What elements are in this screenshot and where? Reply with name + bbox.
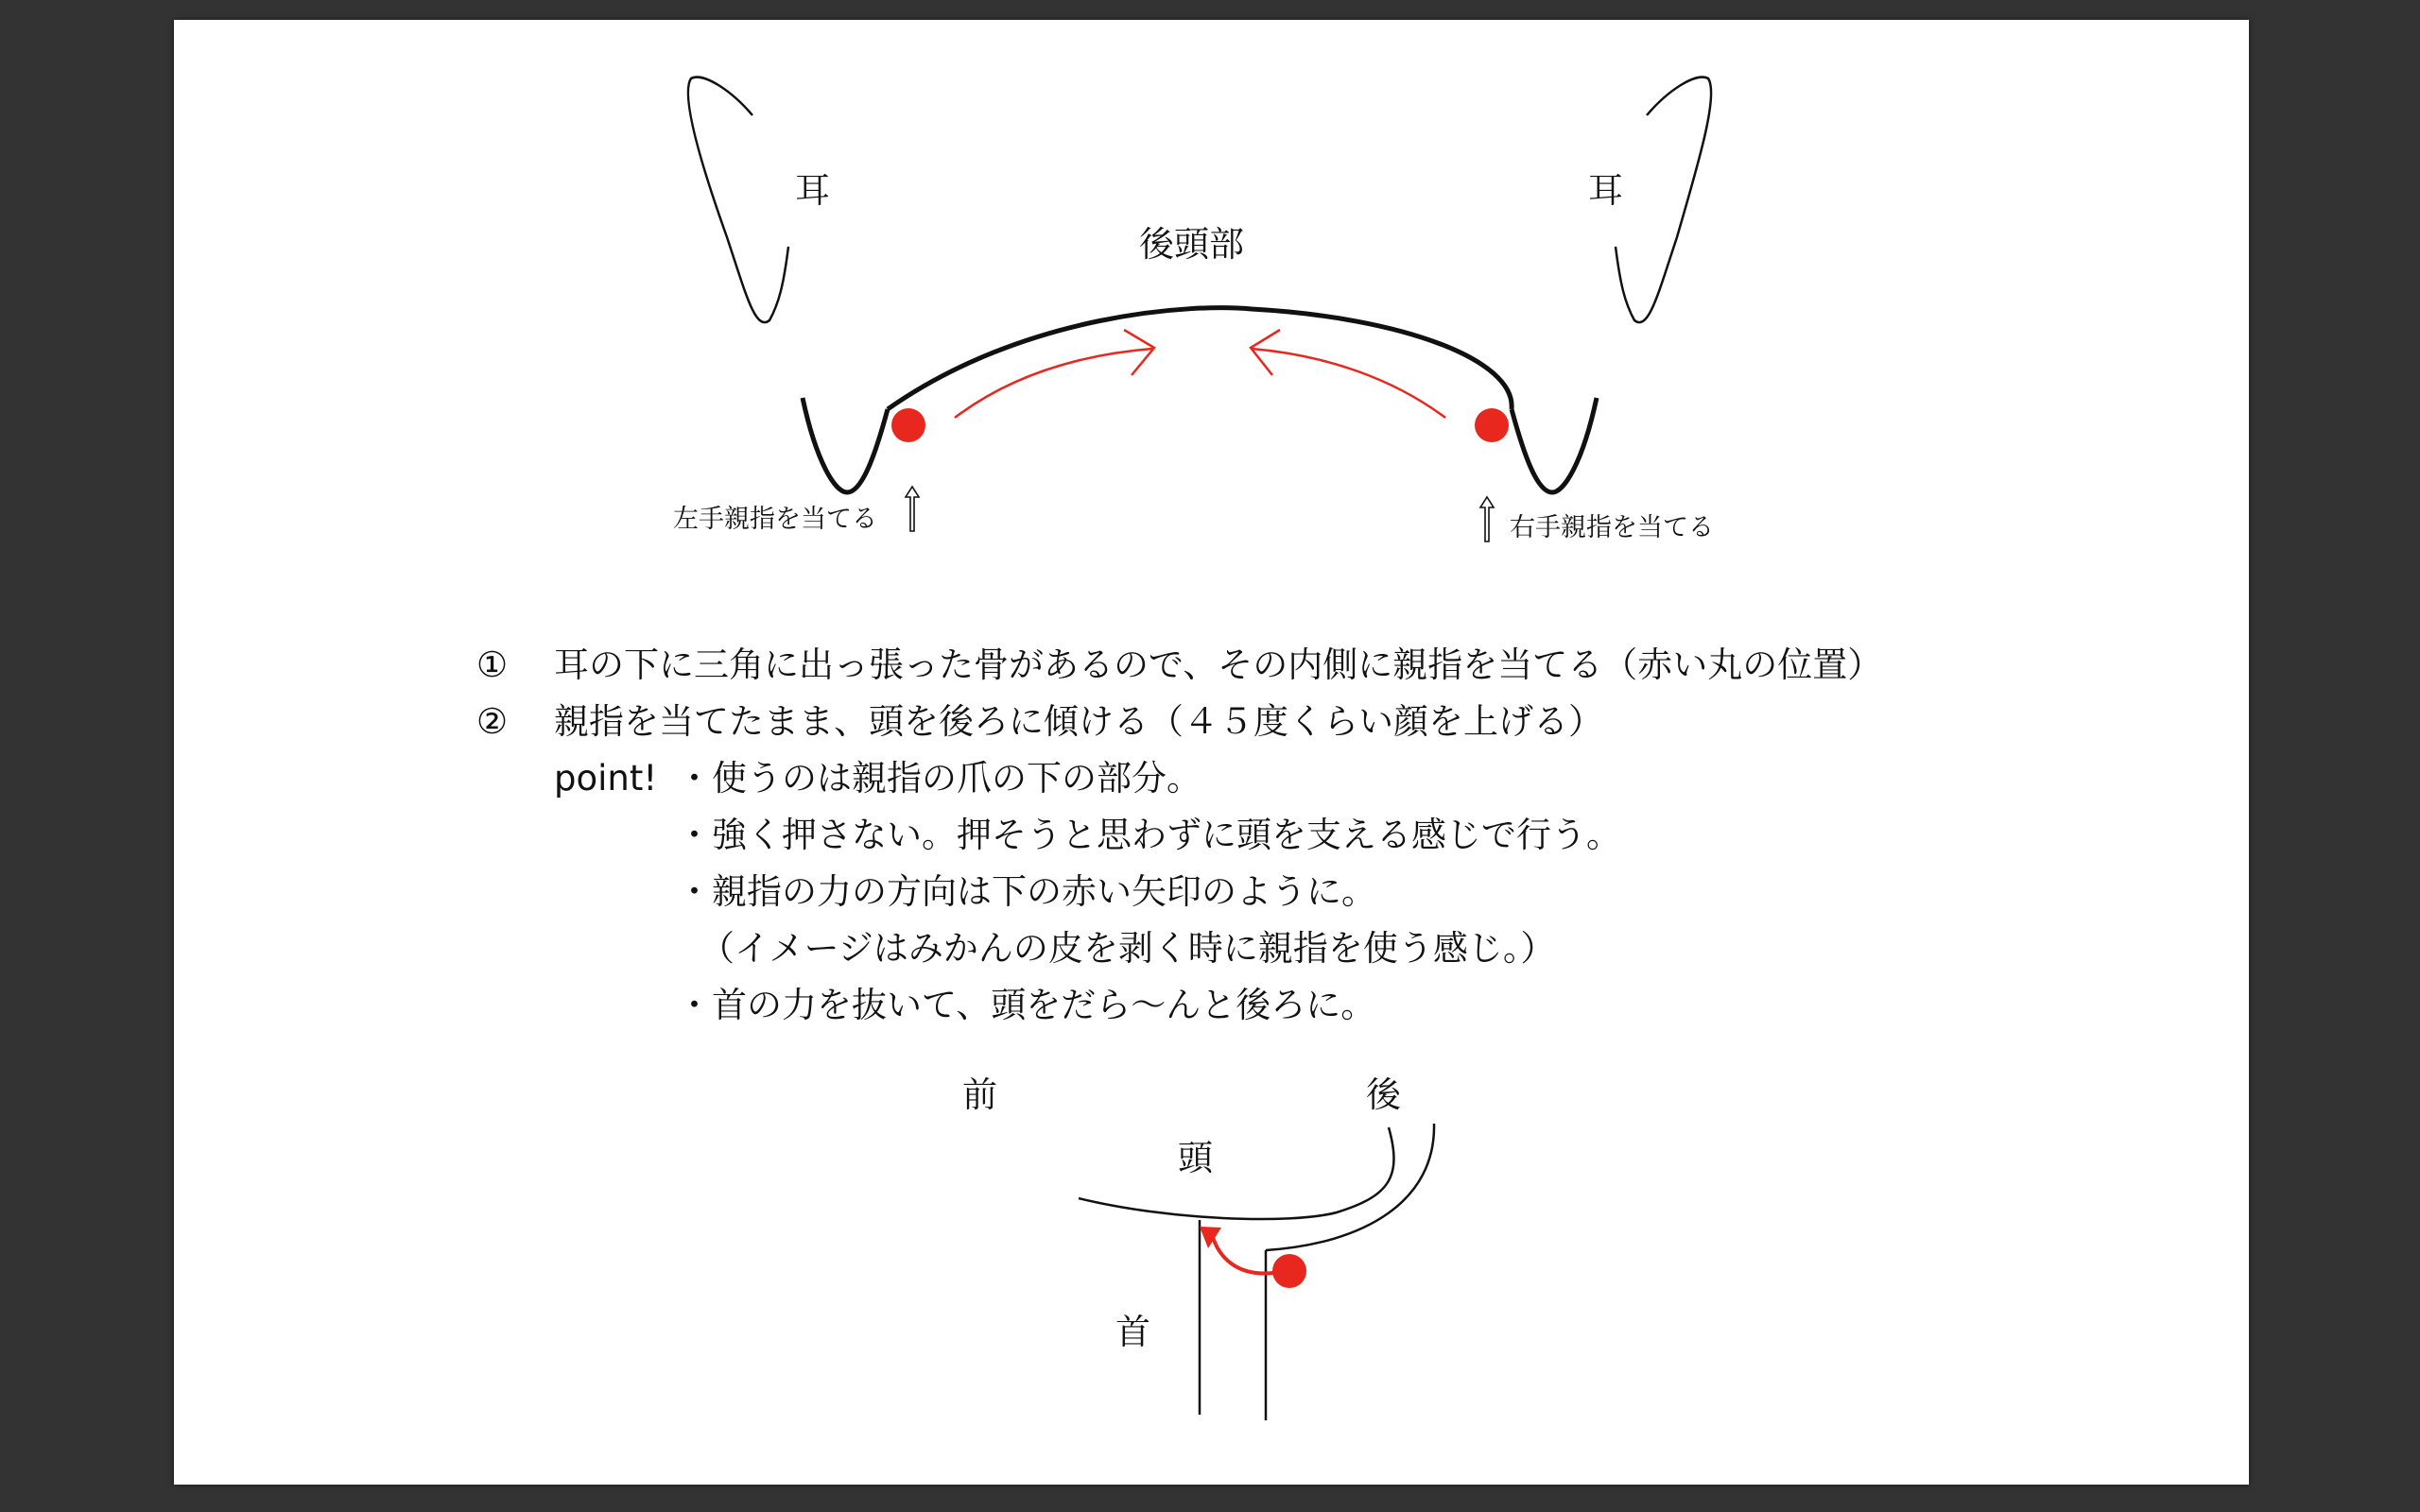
right-thumb-dot [1475, 408, 1509, 442]
right-notch [1512, 398, 1597, 492]
step-2-text: 親指を当てたまま、頭を後ろに傾ける（４５度くらい顔を上げる） [554, 701, 1603, 742]
right-red-arrow [1252, 349, 1445, 418]
right-ear-label: 耳 [1588, 170, 1623, 211]
head-label: 頭 [1178, 1138, 1213, 1178]
left-red-arrow [955, 349, 1152, 418]
left-notch [803, 398, 888, 492]
neck-red-arrow [1212, 1234, 1273, 1274]
point-item: ・使うのは親指の爪の下の部分。 [677, 758, 1201, 799]
neck-thumb-dot [1272, 1254, 1306, 1288]
left-up-arrow [906, 487, 919, 531]
head-inner-curve [1079, 1127, 1393, 1219]
left-red-arrowhead [1124, 330, 1154, 375]
left-ear-outline [688, 77, 788, 323]
left-thumb-caption: 左手親指を当てる [673, 505, 877, 534]
front-label: 前 [962, 1074, 997, 1115]
point-item: ・親指の力の方向は下の赤い矢印のように。 [677, 871, 1376, 912]
step-2-mark: ② [476, 701, 509, 742]
right-ear-outline [1616, 77, 1711, 323]
occiput-label: 後頭部 [1139, 224, 1244, 265]
back-label: 後 [1366, 1074, 1401, 1115]
point-label: point! [554, 758, 658, 799]
neck-label: 首 [1115, 1312, 1150, 1352]
point-item: ・首の力を抜いて、頭をだら〜んと後ろに。 [677, 985, 1376, 1025]
step-1-mark: ① [476, 644, 509, 685]
point-item: ・強く押さない。押そうと思わずに頭を支える感じで行う。 [677, 815, 1621, 855]
right-thumb-caption: 右手親指を当てる [1510, 513, 1714, 542]
right-up-arrow [1480, 497, 1494, 541]
step-1-text: 耳の下に三角に出っ張った骨があるので、その内側に親指を当てる（赤い丸の位置） [554, 644, 1883, 685]
left-thumb-dot [891, 408, 925, 442]
point-item: （イメージはみかんの皮を剥く時に親指を使う感じ。） [700, 928, 1556, 969]
occiput-arc [888, 308, 1512, 409]
head-outer-curve [1266, 1124, 1434, 1250]
document-page [174, 20, 2249, 1485]
left-ear-label: 耳 [795, 170, 830, 211]
